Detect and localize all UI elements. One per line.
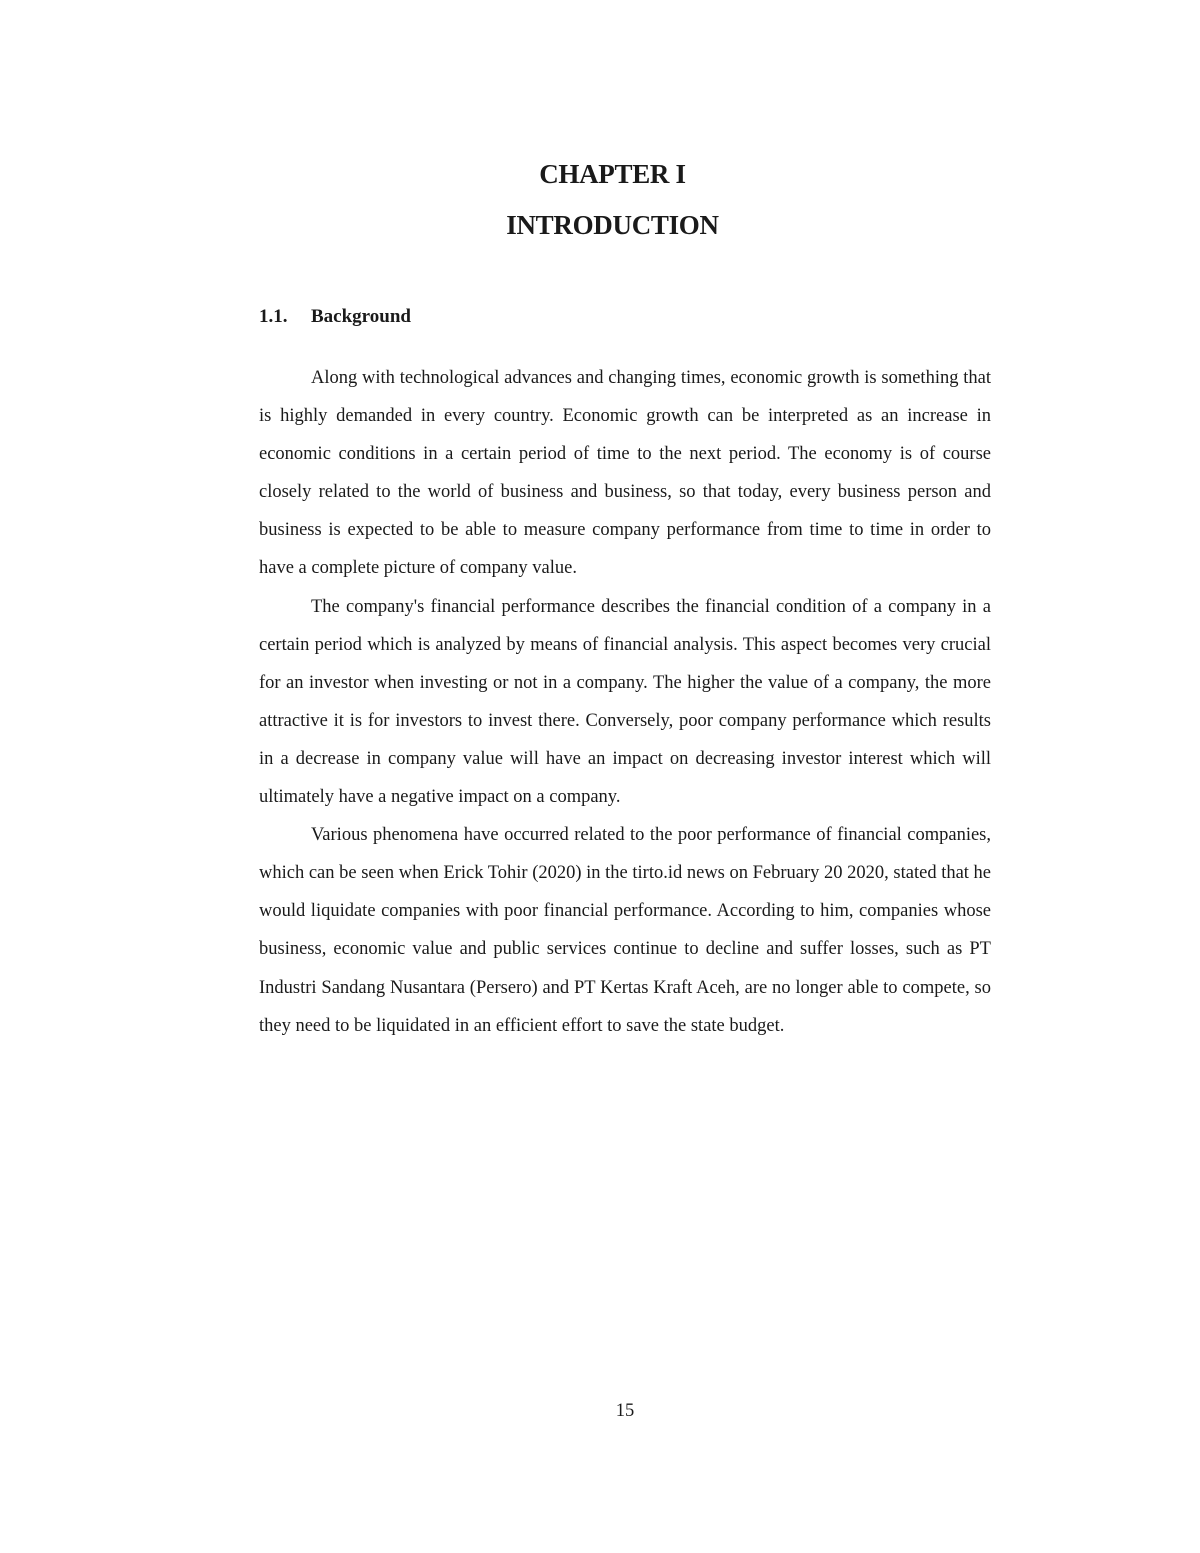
chapter-title: INTRODUCTION [506, 210, 719, 240]
section-title: Background [311, 306, 411, 327]
page-number: 15 [615, 1401, 635, 1421]
paragraph: The company's financial performance describes the financial condition of a company in a certain period which is analyzed by means of financial analysis. This aspect becomes very crucial for an investor when investing or not in a company. The higher the value of a company, the more attractive it is for investors to invest there. Conversely, poor company performance which results in a decrease in company value will have an impact on decreasing investor interest which will ultimately have a negative impact on a company. [259, 596, 991, 808]
section-heading [259, 302, 411, 332]
body-text [259, 359, 991, 1045]
section-number: 1.1. [259, 306, 288, 327]
chapter-number: CHAPTER I [539, 159, 686, 189]
paragraph: Along with technological advances and changing times, economic growth is something that is highly demanded in every country. Economic growth can be interpreted as an increase in economic conditions in a certain period of time to the next period. The economy is of course closely related to the world of business and business, so that today, every business person and business is expected to be able to measure company performance from time to time in order to have a complete picture of company value. [259, 368, 991, 579]
paragraph: Various phenomena have occurred related to the poor performance of financial companies, which can be seen when Erick Tohir (2020) in the tirto.id news on February 20 2020, stated that he would liquidate companies with poor financial performance. According to him, companies whose business, economic value and public services continue to decline and suffer losses, such as PT Industri Sandang Nusantara (Persero) and PT Kertas Kraft Aceh, are no longer able to compete, so they need to be liquidated in an efficient effort to save the state budget. [259, 825, 992, 1036]
